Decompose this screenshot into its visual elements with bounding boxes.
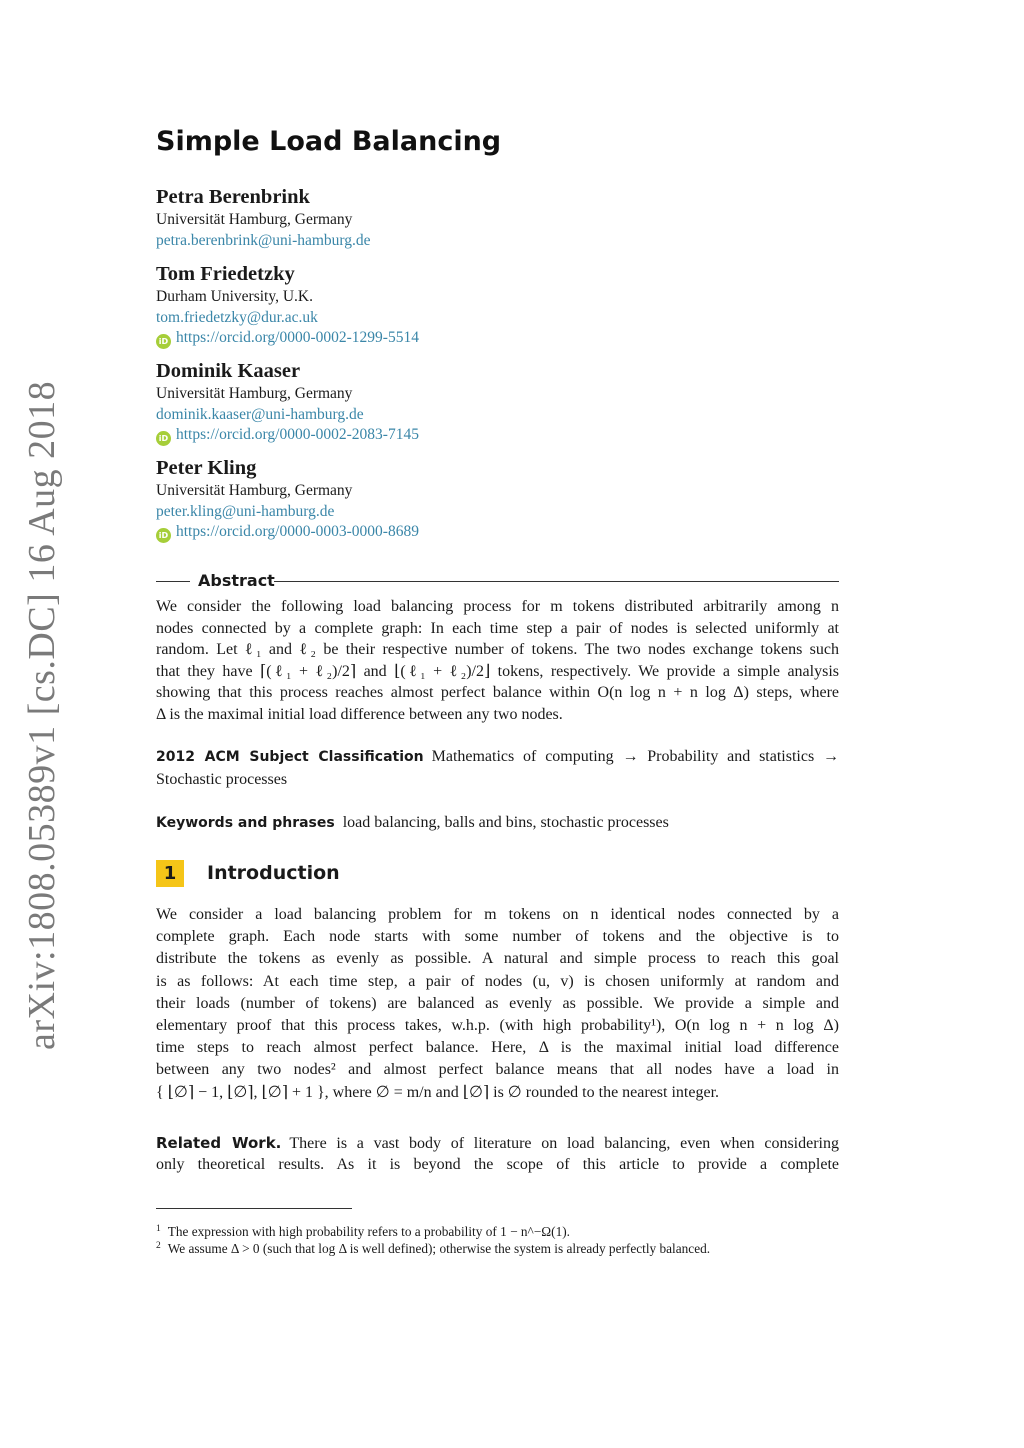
author-block-1: [156, 184, 839, 251]
author-block-3: [156, 358, 839, 446]
arxiv-identifier: arXiv:1808.05389v1 [cs.DC] 16 Aug 2018: [21, 380, 63, 1050]
acm-line-1: [156, 746, 839, 769]
author-email-link[interactable]: petra.berenbrink@uni-hamburg.de: [156, 231, 371, 249]
orcid-row: [156, 328, 839, 349]
orcid-link[interactable]: https://orcid.org/0000-0002-1299-5514: [176, 329, 419, 346]
acm-label: 2012 ACM Subject Classification: [156, 749, 424, 765]
intro-line: complete graph. Each node starts with some number of tokens and the objective is to: [156, 928, 839, 946]
author-email-link[interactable]: tom.friedetzky@dur.ac.uk: [156, 308, 318, 326]
author-name: Dominik Kaaser: [156, 360, 301, 382]
intro-line: between any two nodes² and almost perfect balance means that all nodes have a load in: [156, 1061, 839, 1079]
intro-line: is as follows: At each time step, a pair of nodes (u, v) is chosen uniformly at random and: [156, 972, 839, 990]
orcid-icon: iD: [156, 431, 171, 446]
author-affiliation: Durham University, U.K.: [156, 288, 313, 305]
related-text: There is a vast body of literature on load balancing, even when considering: [289, 1135, 839, 1152]
abstract-line: We consider the following load balancing process for m tokens distributed arbitrarily among n: [156, 598, 839, 615]
abstract-line: nodes connected by a complete graph: In each time step a pair of nodes is selected uniformly at: [156, 619, 839, 637]
intro-line: time steps to reach almost perfect balance. Here, Δ is the maximal initial load difference: [156, 1039, 839, 1057]
orcid-link[interactable]: https://orcid.org/0000-0003-0000-8689: [176, 523, 419, 540]
acm-classification: [156, 746, 839, 790]
intro-line: We consider a load balancing problem for m tokens on n identical nodes connected by a: [156, 906, 839, 923]
section-title: Introduction: [207, 862, 340, 884]
author-affiliation: Universität Hamburg, Germany: [156, 211, 353, 228]
related-label: Related Work.: [156, 1134, 282, 1152]
abstract-rule-left: [156, 581, 190, 582]
author-affiliation: Universität Hamburg, Germany: [156, 385, 353, 402]
related-line-2: only theoretical results. As it is beyond the scope of this article to provide a complete: [156, 1156, 839, 1174]
acm-text: Mathematics of computing → Probability and statistics →: [431, 748, 840, 765]
abstract-heading: [156, 571, 839, 593]
author-name: Peter Kling: [156, 457, 257, 479]
abstract-body: [156, 596, 839, 726]
author-email-link[interactable]: peter.kling@uni-hamburg.de: [156, 502, 335, 520]
abstract-label: Abstract: [198, 571, 275, 590]
intro-line: elementary proof that this process takes, w.h.p. (with high probability¹), O(n log n + n log Δ): [156, 1016, 839, 1034]
author-affiliation: Universität Hamburg, Germany: [156, 482, 353, 499]
author-email-link[interactable]: dominik.kaaser@uni-hamburg.de: [156, 405, 364, 423]
section-heading: [156, 860, 839, 888]
footnote-text: The expression with high probability refers to a probability of 1 − n^−Ω(1).: [167, 1224, 570, 1239]
related-line-1: [156, 1132, 839, 1154]
orcid-row: [156, 425, 839, 446]
paper-title: Simple Load Balancing: [156, 126, 502, 157]
keywords-text: load balancing, balls and bins, stochastic processes: [342, 814, 669, 831]
related-work: [156, 1132, 839, 1176]
footnote-mark: 1: [156, 1224, 161, 1234]
abstract-line: random. Let ℓ₁ and ℓ₂ be their respective number of tokens. The two nodes exchange tokens such: [156, 641, 839, 659]
orcid-row: [156, 522, 839, 543]
footnote-rule: [156, 1208, 352, 1209]
keywords-label: Keywords and phrases: [156, 815, 335, 831]
acm-line-2: Stochastic processes: [156, 770, 288, 788]
keywords: [156, 812, 839, 835]
introduction-body: [156, 904, 839, 1104]
orcid-link[interactable]: https://orcid.org/0000-0002-2083-7145: [176, 426, 419, 443]
author-block-4: [156, 455, 839, 543]
author-block-2: [156, 261, 839, 349]
abstract-rule-right: [274, 581, 839, 582]
section-number: 1: [156, 860, 184, 887]
intro-line: their loads (number of tokens) are balanced as evenly as possible. We provide a simple and: [156, 994, 839, 1012]
author-name: Petra Berenbrink: [156, 186, 310, 208]
abstract-line: that they have ⌈(ℓ₁ + ℓ₂)/2⌉ and ⌊(ℓ₁ + ℓ₂)/2⌋ tokens, respectively. We provide a simple analysis: [156, 662, 839, 680]
orcid-icon: iD: [156, 334, 171, 349]
keywords-line: [156, 812, 839, 835]
abstract-line: Δ is the maximal initial load difference between any two nodes.: [156, 705, 563, 723]
intro-line: { ⌊∅⌉ − 1, ⌊∅⌉, ⌊∅⌉ + 1 }, where ∅ = m/n and ⌊∅⌉ is ∅ rounded to the nearest integer.: [156, 1083, 720, 1101]
footnote-2: [156, 1238, 839, 1257]
intro-line: distribute the tokens as evenly as possible. A natural and simple process to reach this goal: [156, 950, 839, 968]
footnote-text: We assume Δ > 0 (such that log Δ is well defined); otherwise the system is already perfectly balanced.: [167, 1241, 711, 1256]
footnote-mark: 2: [156, 1241, 161, 1251]
abstract-line: showing that this process reaches almost perfect balance within O(n log n + n log Δ) steps, where: [156, 684, 839, 702]
orcid-icon: iD: [156, 528, 171, 543]
author-name: Tom Friedetzky: [156, 263, 295, 285]
